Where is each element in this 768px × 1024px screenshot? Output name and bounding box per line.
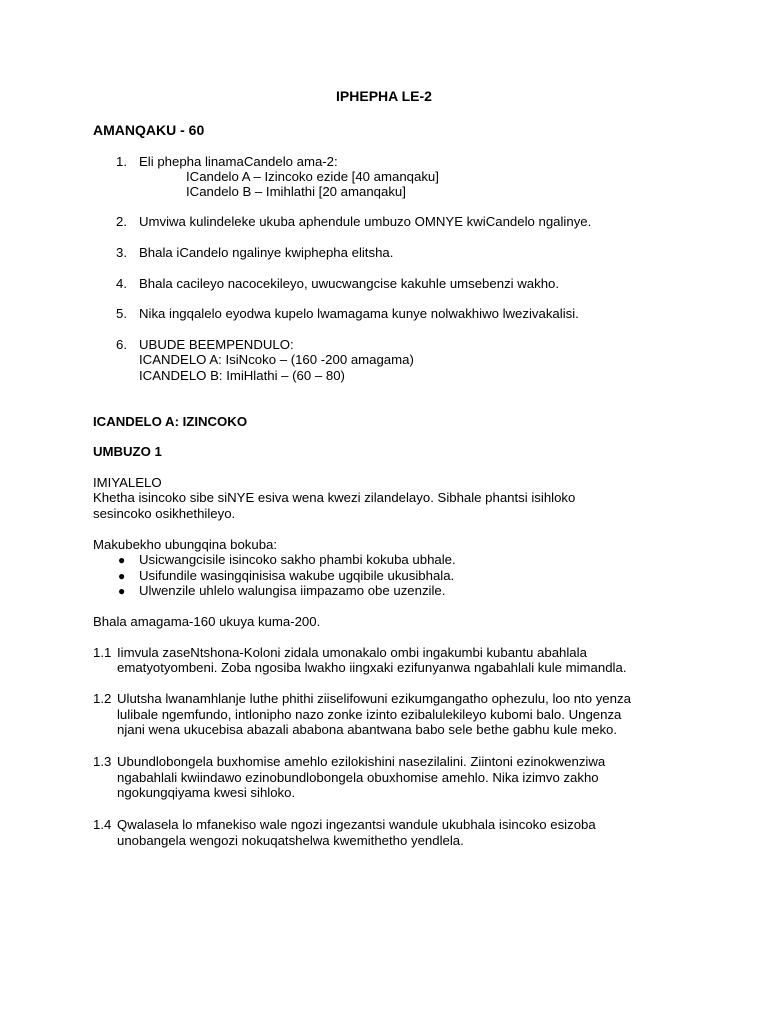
instruction-text: Bhala iCandelo ngalinye kwiphepha elitsha. bbox=[139, 245, 394, 260]
evidence-intro: Makubekho ubungqina bokuba: bbox=[93, 537, 278, 552]
bullet-item: Usifundile wasingqinisisa wakube ugqibile ukusibhala. bbox=[139, 568, 455, 583]
question-line: ngokungqiyama kwesi sihloko. bbox=[117, 785, 296, 800]
marks-heading: AMANQAKU - 60 bbox=[93, 122, 205, 138]
word-count-instruction: Bhala amagama-160 ukuya kuma-200. bbox=[93, 614, 321, 629]
question-line: ematyotyombeni. Zoba ngosiba lwakho iingxaki ezifunyanwa ngabahlali kule mimandla. bbox=[117, 660, 627, 675]
page-title: IPHEPHA LE-2 bbox=[336, 88, 432, 104]
question-line: Ulutsha lwanamhlanje luthe phithi ziiselifowuni ezikumgangatho ophezulu, loo nto yenza bbox=[117, 691, 631, 706]
instructions-line: Khetha isincoko sibe siNYE esiva wena kwezi zilandelayo. Sibhale phantsi isihloko bbox=[93, 490, 576, 505]
question-number: 1.4 bbox=[93, 817, 112, 832]
instruction-text: Eli phepha linamaCandelo ama-2: bbox=[139, 154, 338, 169]
instruction-number: 4. bbox=[116, 276, 127, 291]
question-line: Ubundlobongela buxhomise amehlo ezilokishini nasezilalini. Ziintoni ezinokwenziwa bbox=[117, 754, 606, 769]
instruction-subline: ICandelo A – Izincoko ezide [40 amanqaku] bbox=[186, 169, 439, 184]
question-heading: UMBUZO 1 bbox=[93, 444, 162, 459]
instruction-number: 2. bbox=[116, 214, 127, 229]
instruction-text: Umviwa kulindeleke ukuba aphendule umbuzo OMNYE kwiCandelo ngalinye. bbox=[139, 214, 592, 229]
bullet-item: Ulwenzile uhlelo walungisa iimpazamo obe uzenzile. bbox=[139, 583, 446, 598]
question-line: ngabahlali kwiindawo ezinobundlobongela obuxhomise amehlo. Nika izimvo zakho bbox=[117, 770, 599, 785]
instruction-subline: ICandelo B – Imihlathi [20 amanqaku] bbox=[186, 184, 406, 199]
instruction-subline: ICANDELO A: IsiNcoko – (160 -200 amagama) bbox=[139, 352, 414, 367]
question-number: 1.1 bbox=[93, 645, 112, 660]
instructions-label: IMIYALELO bbox=[93, 475, 162, 490]
instruction-number: 5. bbox=[116, 306, 127, 321]
question-line: unobangela wengozi nokuqatshelwa kwemithetho yendlela. bbox=[117, 833, 464, 848]
bullet-icon: ● bbox=[118, 584, 126, 598]
instructions-line: sesincoko osikhethileyo. bbox=[93, 506, 236, 521]
instruction-number: 6. bbox=[116, 337, 127, 352]
question-number: 1.2 bbox=[93, 691, 112, 706]
instruction-number: 3. bbox=[116, 245, 127, 260]
bullet-icon: ● bbox=[118, 569, 126, 583]
instruction-number: 1. bbox=[116, 154, 127, 169]
bullet-item: Usicwangcisile isincoko sakho phambi kokuba ubhale. bbox=[139, 552, 456, 567]
section-heading: ICANDELO A: IZINCOKO bbox=[93, 414, 248, 429]
question-line: njani wena ukucebisa abazali ababona abantwana babo sele bethe gabhu kule meko. bbox=[117, 722, 618, 737]
instruction-text: UBUDE BEEMPENDULO: bbox=[139, 337, 294, 352]
instruction-text: Nika ingqalelo eyodwa kupelo lwamagama kunye nolwakhiwo lwezivakalisi. bbox=[139, 306, 579, 321]
question-line: lulibale ngemfundo, intlonipho nazo zonke izinto ezibalulekileyo kubomi balo. Ungenza bbox=[117, 707, 622, 722]
question-line: Iimvula zaseNtshona-Koloni zidala umonakalo ombi ingakumbi kubantu abahlala bbox=[117, 645, 587, 660]
question-number: 1.3 bbox=[93, 754, 112, 769]
question-line: Qwalasela lo mfanekiso wale ngozi ingezantsi wandule ukubhala isincoko esizoba bbox=[117, 817, 596, 832]
bullet-icon: ● bbox=[118, 553, 126, 567]
instruction-subline: ICANDELO B: ImiHlathi – (60 – 80) bbox=[139, 368, 345, 383]
instruction-text: Bhala cacileyo nacocekileyo, uwucwangcise kakuhle umsebenzi wakho. bbox=[139, 276, 560, 291]
